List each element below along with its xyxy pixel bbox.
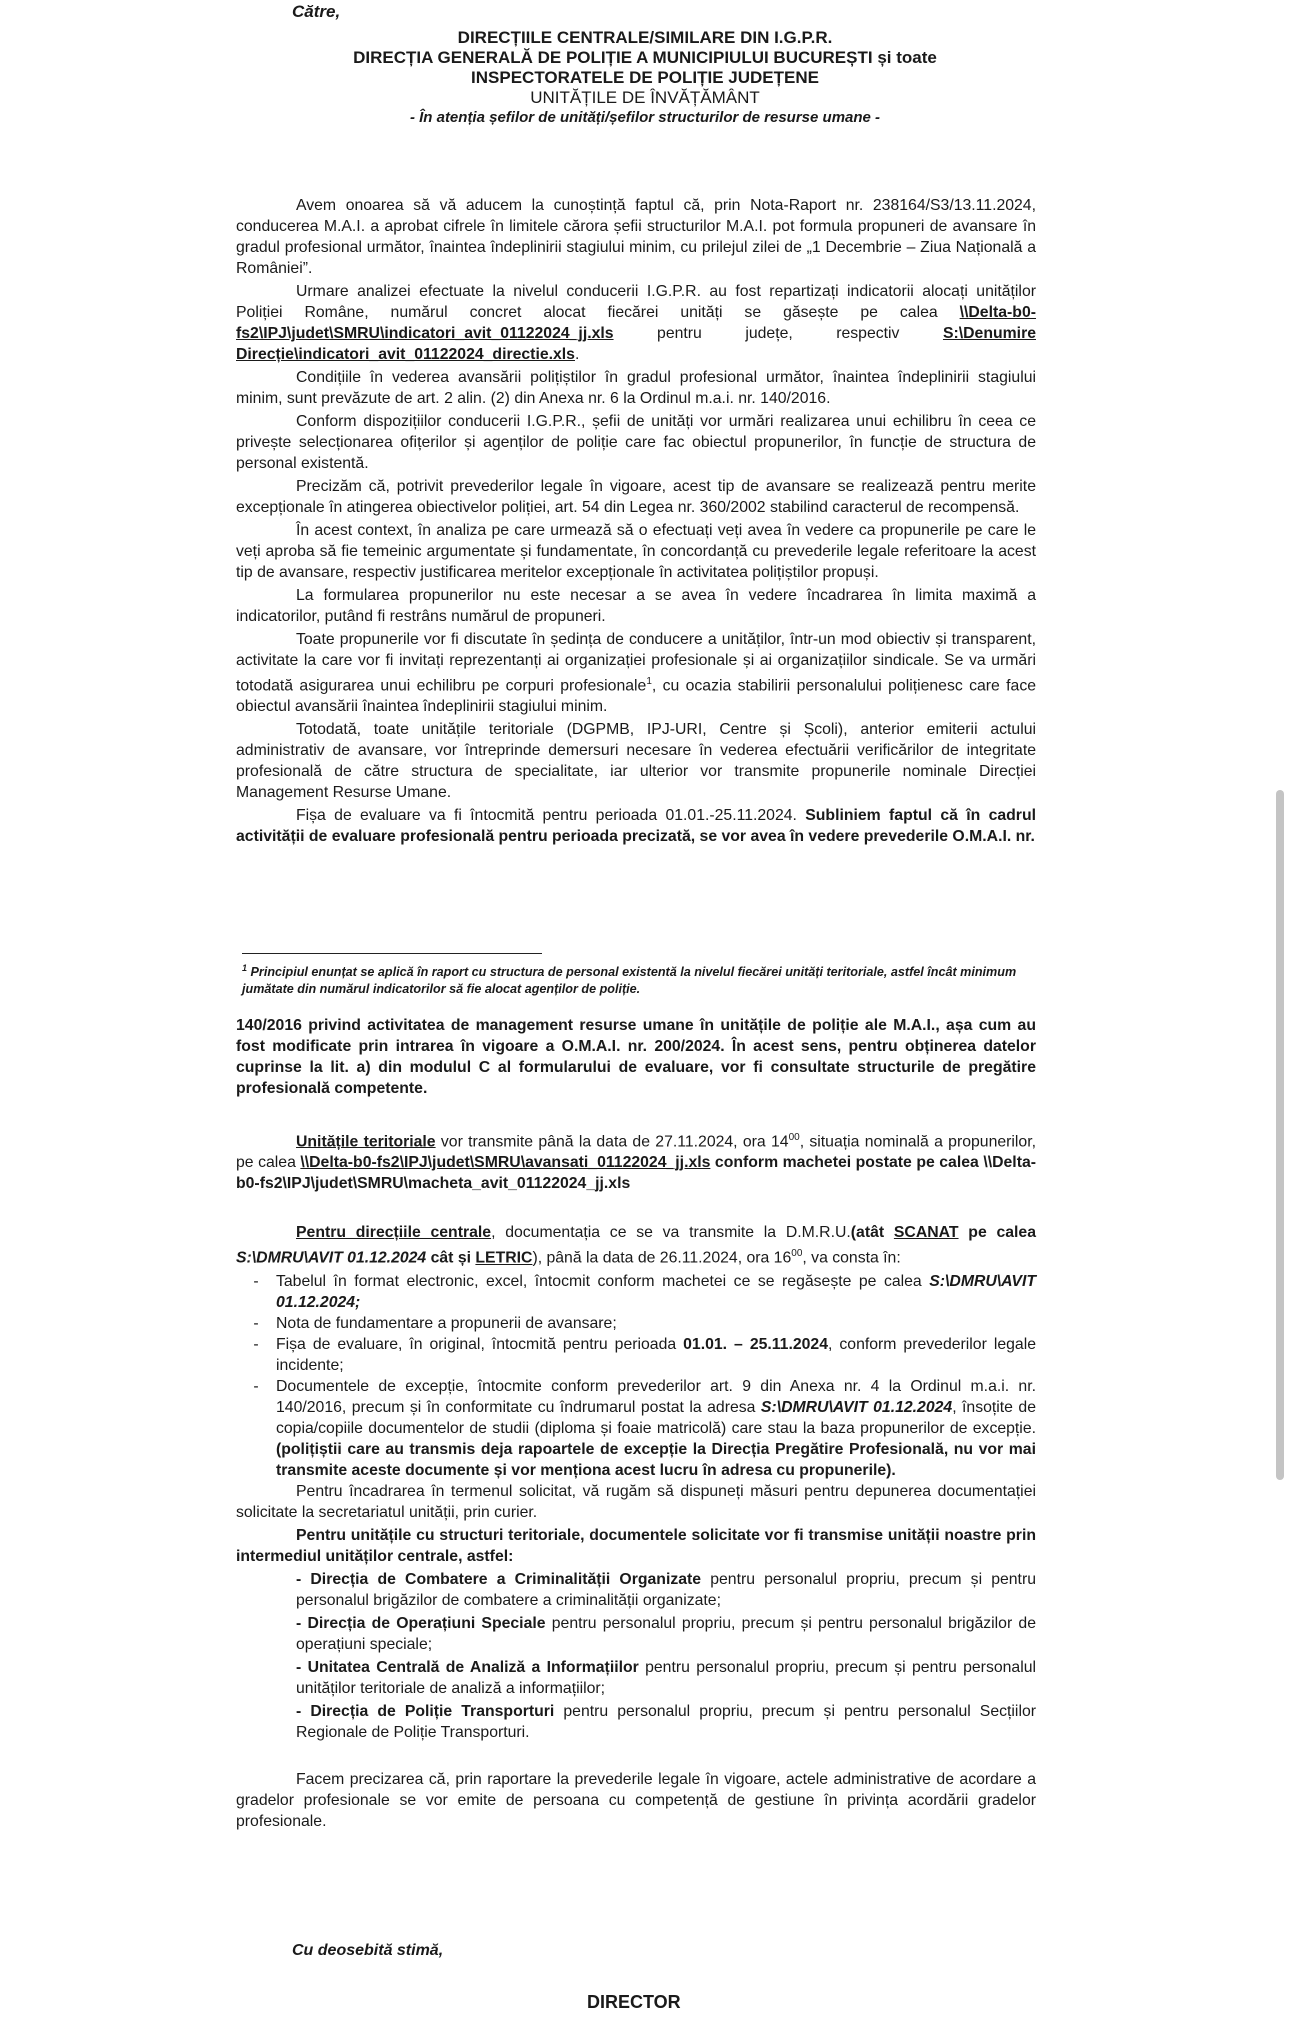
scrollbar[interactable] bbox=[1276, 790, 1284, 1480]
file-path: \\Delta-b0-fs2\IPJ\judet\SMRU\indicatori_avit_01122024_jj.xls bbox=[236, 304, 1036, 342]
letter-body-bottom bbox=[236, 1015, 1036, 1834]
paragraph bbox=[236, 281, 1036, 365]
text: , situația nominală a propunerilor, pe calea bbox=[236, 1133, 1036, 1172]
closing: Cu deosebită stimă, bbox=[292, 1942, 444, 1959]
list-dash: - bbox=[253, 1335, 259, 1353]
paragraph: Totodată, toate unitățile teritoriale (DGPMB, IPJ-URI, Centre și Școli), anterior emiterii actului administrativ de avansare, vor întreprinde demersuri necesare în vederea efectuării verificărilor de integritate profesională de către structura de specialitate, iar ulterior vor transmite propunerile nominale Direcției Management Resurse Umane. bbox=[236, 721, 1036, 802]
list-item bbox=[236, 1376, 1036, 1481]
attention-line: - În atenția șefilor de unități/șefilor structurilor de resurse umane - bbox=[409, 109, 881, 126]
text: Toate propunerile vor fi discutate în ședința de conducere a unităților, într-un mod obiectiv și transparent, activitate la care vor fi invitați reprezentanți ai organizației profesionale și ai organizațiilor sindicale. Se va urmări totodată asigurarea unui echilibru pe corpuri profesionale bbox=[236, 631, 1036, 695]
text: În acest sens, pentru obținerea datelor cuprinse la lit. a) din modulul C al formularului de evaluare, vor fi consultate structurile de pregătire profesională competente. bbox=[236, 1038, 1036, 1097]
text: pentru personalul propriu, precum și pentru personalul brigăzilor de combatere a criminalității organizate; bbox=[296, 1570, 1036, 1609]
paragraph bbox=[236, 1127, 1036, 1194]
central-units-list bbox=[236, 1569, 1036, 1743]
list-text bbox=[276, 1334, 1036, 1376]
superscript: 00 bbox=[791, 1248, 803, 1260]
signature-title: DIRECTOR bbox=[587, 1992, 681, 2012]
text: SCANAT bbox=[893, 1224, 959, 1242]
text: Urmare analizei efectuate la nivelul conducerii I.G.P.R. au fost repartizați indicatorii alocați unităților Poliției Române, numărul concret alocat fiecărei unități se găsește pe calea bbox=[236, 283, 1036, 321]
text: , cu ocazia stabilirii personalului polițienesc care face obiectul avansării înaintea îndeplinirii stagiului minim. bbox=[236, 677, 1037, 716]
text: ), până la data de 26.11.2024, ora 16 bbox=[532, 1249, 792, 1267]
paragraph: Condițiile în vederea avansării polițiștilor în gradul profesional următor, înaintea îndeplinirii stagiului minim, sunt prevăzute de art. 2 alin. (2) din Anexa nr. 6 la Ordinul m.a.i. nr. 140/2016. bbox=[236, 369, 1036, 407]
recipient-line: DIRECȚIILE CENTRALE/SIMILARE DIN I.G.P.R. bbox=[457, 28, 833, 47]
paragraph: Facem precizarea că, prin raportare la prevederile legale în vigoare, actele administrative de acordare a gradelor profesionale se vor emite de persoana cu competență de gestiune în privința acordării gradelor profesionale. bbox=[236, 1770, 1036, 1830]
file-path: S:\DMRU\AVIT 01.12.2024 bbox=[236, 1249, 427, 1267]
paragraph bbox=[236, 805, 1036, 847]
text: cât și bbox=[426, 1249, 476, 1267]
text: LETRIC bbox=[475, 1249, 533, 1267]
text: Tabelul în format electronic, excel, întocmit conform machetei ce se regăsește pe calea bbox=[276, 1272, 930, 1290]
text: vor transmite până la data de 27.11.2024, ora 14 bbox=[435, 1133, 789, 1151]
file-path: S:\DMRU\AVIT 01.12.2024 bbox=[760, 1398, 953, 1416]
text: Documentele de excepție, întocmite conform prevederilor art. 9 din Anexa nr. 4 la Ordinul m.a.i. nr. 140/2016, precum și în conformitate cu îndrumarul postat la adresa bbox=[276, 1377, 1036, 1416]
paragraph bbox=[236, 629, 1036, 717]
text: pe calea bbox=[958, 1224, 1037, 1242]
text: - Direcția de Combatere a Criminalității Organizate bbox=[296, 1570, 702, 1588]
list-dash: - bbox=[253, 1272, 259, 1290]
text: Subliniem faptul că în cadrul activității de evaluare profesională pentru perioada precizată, se vor avea în vedere prevederile O.M.A.I. nr. bbox=[236, 807, 1036, 846]
text: conform machetei postate pe calea bbox=[710, 1154, 984, 1172]
recipient-line: INSPECTORATELE DE POLIȚIE JUDEȚENE bbox=[471, 68, 819, 87]
text: , va consta în: bbox=[802, 1249, 901, 1267]
paragraph bbox=[236, 1222, 1036, 1268]
footnote-text: Principiul enunțat se aplică în raport cu structura de personal existentă la nivelul fiecărei unități teritoriale, astfel încât minimum jumătate din numărul indicatorilor să fie alocat agenților de poliție. bbox=[242, 965, 1017, 997]
paragraph: Pentru încadrarea în termenul solicitat, vă rugăm să dispuneți măsuri pentru depunerea documentației solicitate la secretariatul unității, prin curier. bbox=[236, 1482, 1036, 1521]
file-path: \\Delta-b0-fs2\IPJ\judet\SMRU\avansati_01122024_jj.xls bbox=[300, 1154, 711, 1172]
file-path: S:\DMRU\AVIT 01.12.2024; bbox=[276, 1272, 1036, 1311]
paragraph: În acest context, în analiza pe care urmează să o efectuați veți avea în vedere ca propunerile pe care le veți aproba să fie temeinic argumentate și fundamentate, în concordanță cu prevederile legale referitoare la acest tip de avansare, respectiv justificarea meritelor excepționale în activitatea polițiștilor propuși. bbox=[236, 522, 1036, 581]
paragraph: La formularea propunerilor nu este necesar a se avea în vedere încadrarea în limita maximă a indicatorilor, putând fi restrâns numărul de propuneri. bbox=[236, 587, 1036, 625]
text: pentru județe, respectiv bbox=[613, 325, 943, 342]
text: pentru personalul propriu, precum și pentru personalul Secțiilor Regionale de Poliție Transporturi. bbox=[296, 1702, 1036, 1741]
text: pentru personalul propriu, precum și pentru personalul unităților teritoriale de analiză a informațiilor; bbox=[296, 1658, 1036, 1697]
footnote-divider bbox=[242, 953, 542, 954]
text: (atât bbox=[850, 1224, 894, 1242]
list-item bbox=[236, 1313, 1036, 1334]
paragraph: Avem onoarea să vă aducem la cunoștință faptul că, prin Nota-Raport nr. 238164/S3/13.11.2024, conducerea M.A.I. a aprobat cifrele în limitele cărora șefii structurilor M.A.I. pot formula propuneri de avansare în gradul profesional următor, înaintea îndeplinirii stagiului minim, cu prilejul zilei de „1 Decembrie – Ziua Națională a României”. bbox=[236, 197, 1036, 277]
text: , documentația ce se va transmite la D.M.R.U. bbox=[491, 1224, 851, 1242]
text: - Direcția de Poliție Transporturi bbox=[296, 1702, 555, 1720]
text: pentru personalul propriu, precum și pentru personalul brigăzilor de operațiuni speciale; bbox=[296, 1614, 1036, 1653]
list-item bbox=[296, 1657, 1036, 1699]
text: . bbox=[574, 346, 580, 363]
superscript: 00 bbox=[788, 1132, 800, 1143]
list-item bbox=[236, 1271, 1036, 1313]
letter-body-top bbox=[236, 195, 1036, 849]
text: (polițiștii care au transmis deja rapoartele de excepție la Direcția Pregătire Profesională, nu vor mai transmite aceste documente și vor menționa acest lucru în adresa cu propunerile). bbox=[276, 1440, 1036, 1479]
paragraph: Precizăm că, potrivit prevederilor legale în vigoare, acest tip de avansare se realizează pentru merite excepționale în atingerea obiectivelor poliției, art. 54 din Legea nr. 360/2002 stabilind caracterul de recompensă. bbox=[236, 478, 1036, 516]
list-dash: - bbox=[253, 1377, 259, 1395]
text: - Direcția de Operațiuni Speciale bbox=[296, 1614, 546, 1632]
paragraph: Pentru unitățile cu structuri teritoriale, documentele solicitate vor fi transmise unității noastre prin intermediul unităților centrale, astfel: bbox=[236, 1526, 1036, 1565]
footnote-mark: 1 bbox=[242, 963, 248, 973]
list-dash: - bbox=[253, 1314, 259, 1332]
text: Fișa de evaluare va fi întocmită pentru perioada 01.01.-25.11.2024. bbox=[296, 807, 806, 825]
text: - Unitatea Centrală de Analiză a Informațiilor bbox=[296, 1658, 639, 1676]
file-path: \\Delta-b0-fs2\IPJ\judet\SMRU\macheta_avit_01122024_jj.xls bbox=[236, 1154, 1036, 1193]
text: Fișa de evaluare, în original, întocmită pentru perioada bbox=[276, 1335, 684, 1353]
footnote bbox=[242, 960, 1042, 998]
list-text bbox=[276, 1271, 1036, 1313]
text: Unitățile teritoriale bbox=[296, 1133, 436, 1151]
list-item bbox=[296, 1701, 1036, 1743]
recipient-line: DIRECȚIA GENERALĂ DE POLIȚIE A MUNICIPIULUI BUCUREȘTI și toate bbox=[353, 48, 937, 67]
list-item bbox=[236, 1334, 1036, 1376]
list-text bbox=[276, 1376, 1036, 1481]
list-item bbox=[296, 1569, 1036, 1611]
to-label: Către, bbox=[292, 2, 341, 21]
text: Pentru direcțiile centrale bbox=[296, 1224, 492, 1242]
text: , conform prevederilor legale incidente; bbox=[276, 1335, 1036, 1374]
list-item bbox=[296, 1613, 1036, 1655]
file-path: S:\Denumire Direcție\indicatori_avit_01122024_directie.xls bbox=[236, 325, 1036, 363]
paragraph: Conform dispozițiilor conducerii I.G.P.R., șefii de unități vor urmări realizarea unui echilibru în ceea ce privește selecționarea ofițerilor și agenților de poliție care fac obiectul propunerilor, în funcție de structura de personal existentă. bbox=[236, 413, 1036, 472]
paragraph bbox=[236, 1015, 1036, 1099]
text: 140/2016 privind activitatea de management resurse umane în unitățile de poliție ale M.A.I., așa cum au fost modificate prin intrarea în vigoare a O.M.A.I. nr. 200/2024. bbox=[236, 1017, 1036, 1055]
text: , însoțite de copia/copiile documentelor de studii (diploma și foaie matricolă) care stau la baza propunerilor de excepție. bbox=[276, 1398, 1037, 1437]
recipients-block bbox=[290, 28, 1000, 128]
text: 01.01. – 25.11.2024 bbox=[683, 1335, 829, 1353]
recipient-line: UNITĂȚILE DE ÎNVĂȚĂMÂNT bbox=[530, 88, 760, 107]
footnote-ref: 1 bbox=[646, 676, 652, 687]
list-text: Nota de fundamentare a propunerii de avansare; bbox=[276, 1314, 617, 1332]
